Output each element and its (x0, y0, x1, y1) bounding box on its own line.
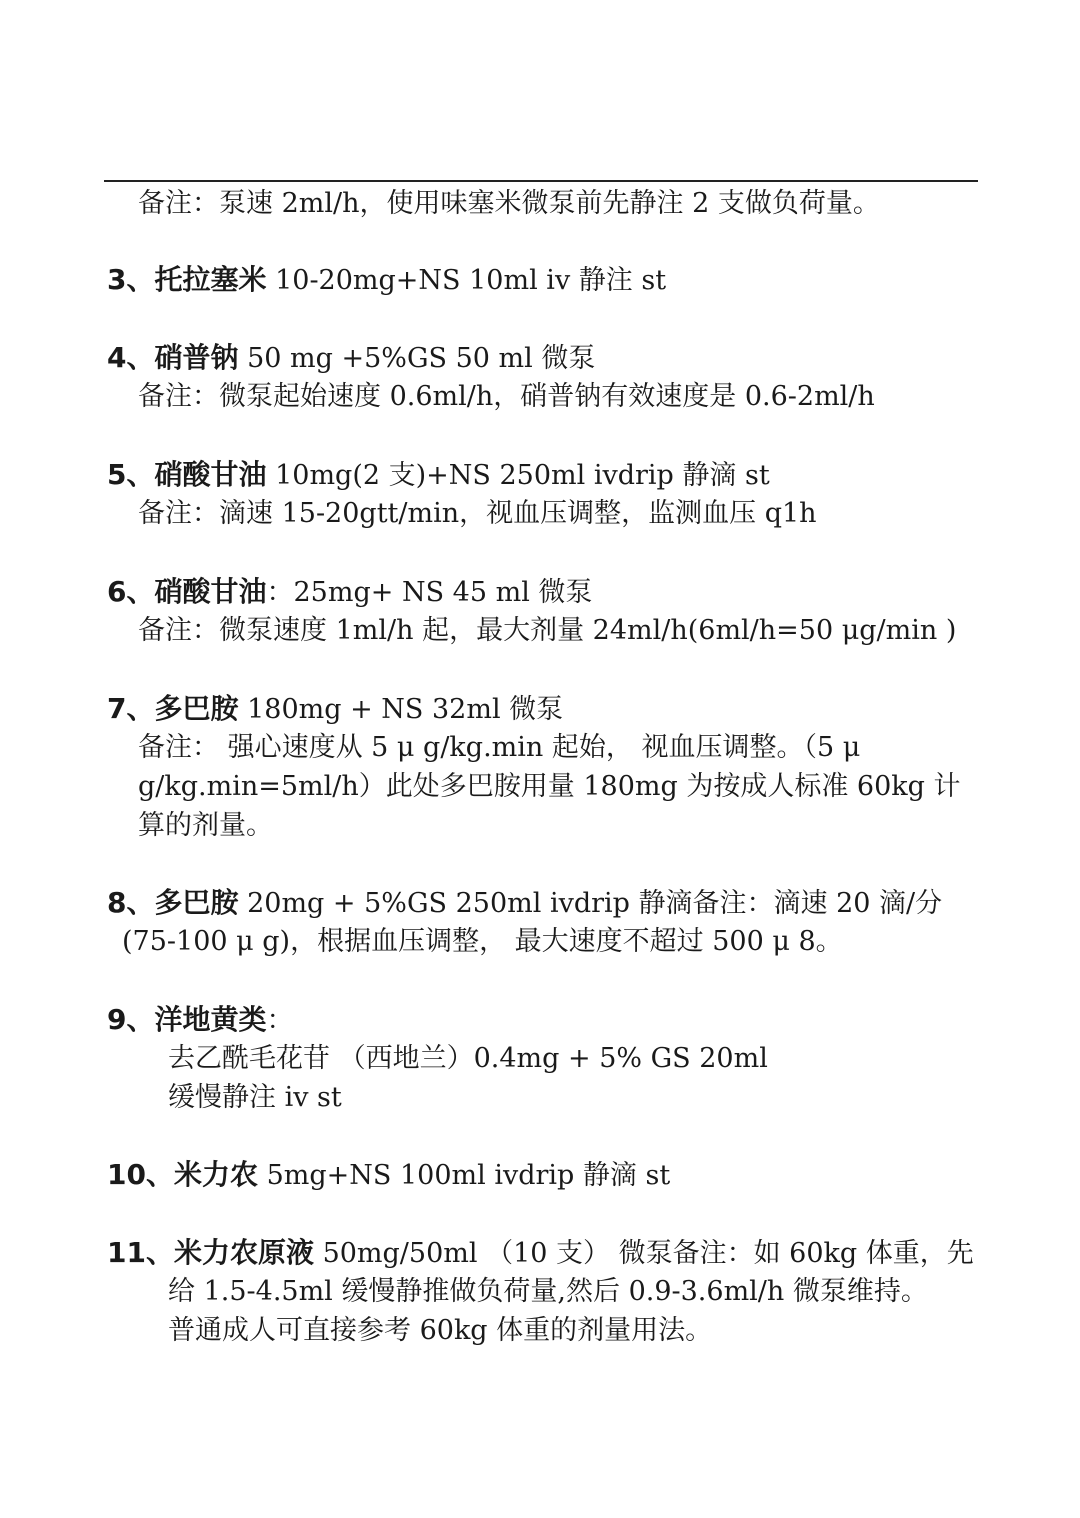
item-number: 5、 (107, 458, 155, 491)
drug-dose: 180mg + NS 32ml 微泵 (238, 694, 564, 725)
drug-dose: 10mg(2 支)+NS 250ml ivdrip 静滴 st (266, 460, 770, 491)
item-11-note-line-2: 普通成人可直接参考 60kg 体重的剂量用法。 (168, 1315, 713, 1346)
item-7-note-line-3: 算的剂量。 (138, 810, 273, 841)
item-4-note: 备注：微泵起始速度 0.6ml/h，硝普钠有效速度是 0.6-2ml/h (138, 381, 875, 412)
item-number: 9、 (107, 1003, 155, 1036)
item-8 (107, 887, 942, 920)
item-number: 3、 (107, 263, 155, 296)
top-rule (104, 180, 978, 182)
item-11 (107, 1237, 974, 1270)
drug-dose: 5mg+NS 100ml ivdrip 静滴 st (257, 1160, 671, 1191)
drug-name: 米力农原液 (173, 1236, 314, 1269)
item-5 (107, 459, 770, 492)
top-note: 备注：泵速 2ml/h，使用味塞米微泵前先静注 2 支做负荷量。 (138, 188, 880, 219)
drug-name: 硝普钠 (154, 341, 239, 374)
item-number: 8、 (107, 886, 155, 919)
drug-dose: ： (266, 1005, 294, 1036)
drug-name: 硝酸甘油 (154, 458, 267, 491)
drug-dose: 50 mg +5%GS 50 ml 微泵 (238, 343, 596, 374)
item-9-detail-line-2: 缓慢静注 iv st (168, 1082, 342, 1113)
item-6-note: 备注：微泵速度 1ml/h 起，最大剂量 24ml/h(6ml/h=50 μg/min ) (138, 615, 957, 646)
item-number: 6、 (107, 575, 155, 608)
drug-name: 洋地黄类 (154, 1003, 267, 1036)
item-7-note-line-2: g/kg.min=5ml/h）此处多巴胺用量 180mg 为按成人标准 60kg 计 (138, 771, 961, 802)
drug-name: 多巴胺 (154, 692, 239, 725)
drug-dose: 50mg/50ml （10 支） 微泵备注：如 60kg 体重，先 (313, 1238, 974, 1269)
item-number: 10、 (107, 1158, 174, 1191)
item-10 (107, 1159, 670, 1192)
item-number: 11、 (107, 1236, 174, 1269)
item-8-note: (75-100 μ g)，根据血压调整， 最大速度不超过 500 μ 8。 (122, 926, 843, 957)
drug-name: 托拉塞米 (154, 263, 267, 296)
drug-name: 多巴胺 (154, 886, 239, 919)
item-7-note-line-1: 备注： 强心速度从 5 μ g/kg.min 起始， 视血压调整。（5 μ (138, 732, 861, 763)
item-11-note-line-1: 给 1.5-4.5ml 缓慢静推做负荷量,然后 0.9-3.6ml/h 微泵维持。 (168, 1276, 928, 1307)
drug-name: 米力农 (173, 1158, 258, 1191)
item-9-detail-line-1: 去乙酰毛花苷 （西地兰）0.4mg + 5% GS 20ml (168, 1043, 768, 1074)
drug-name: 硝酸甘油 (154, 575, 267, 608)
item-7 (107, 693, 563, 726)
item-4 (107, 342, 595, 375)
item-5-note: 备注：滴速 15-20gtt/min，视血压调整，监测血压 q1h (138, 498, 817, 529)
drug-dose: 20mg + 5%GS 250ml ivdrip 静滴备注：滴速 20 滴/分 (238, 888, 943, 919)
item-number: 4、 (107, 341, 155, 374)
item-number: 7、 (107, 692, 155, 725)
item-6 (107, 576, 592, 609)
drug-dose: ：25mg+ NS 45 ml 微泵 (266, 577, 593, 608)
item-9 (107, 1004, 294, 1037)
item-3 (107, 264, 666, 297)
drug-dose: 10-20mg+NS 10ml iv 静注 st (266, 265, 667, 296)
